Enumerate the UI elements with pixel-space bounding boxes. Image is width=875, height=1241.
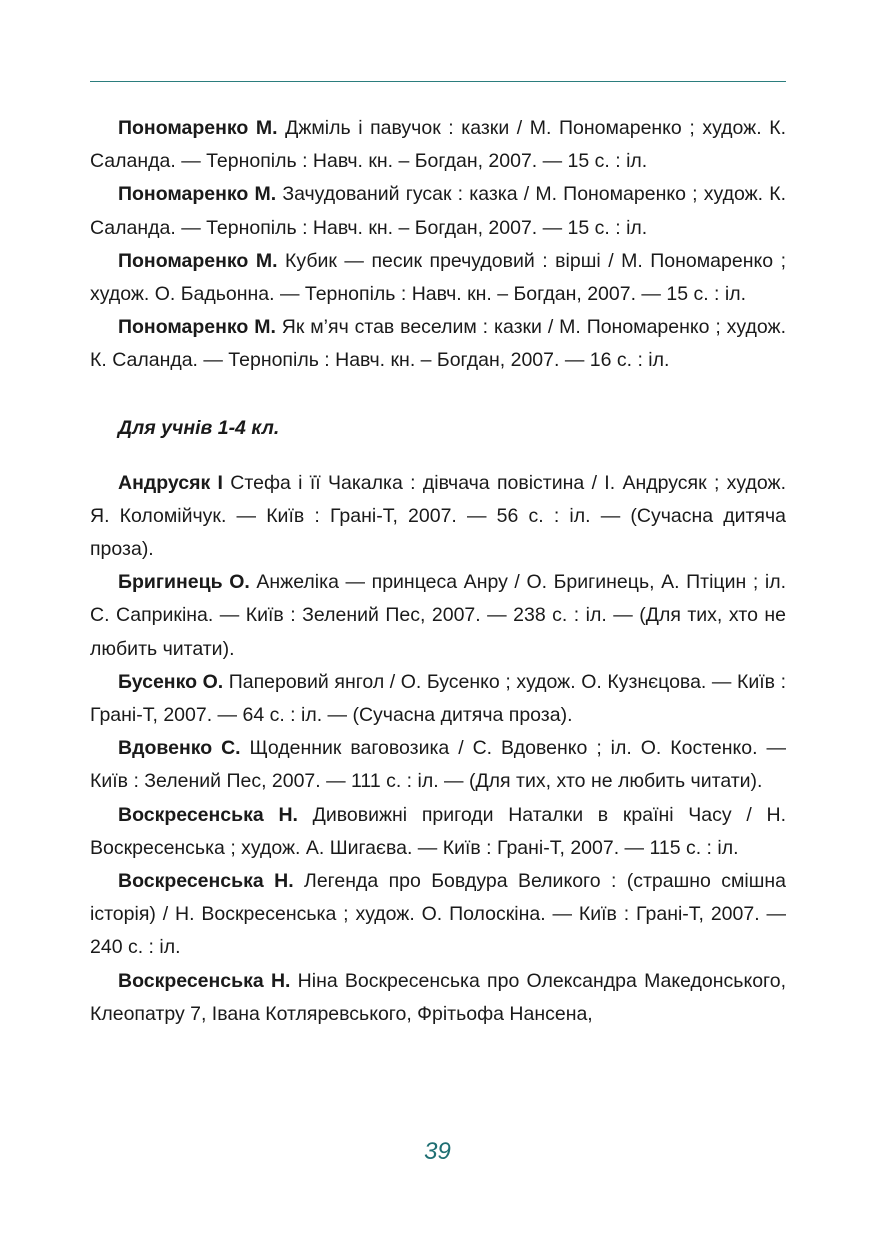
entry-author: Воскресенська Н. <box>118 870 294 893</box>
entry-author: Воскресенська Н. <box>118 969 291 992</box>
entry-text: Ніна Воскресенська про Олександра Македонського, Клеопатру 7, Івана Котляревського, Фрітьофа Нансена, <box>90 969 786 1025</box>
bibliography-entry <box>90 865 786 965</box>
page-content <box>90 112 786 1031</box>
entry-text: Дивовижні пригоди Наталки в країні Часу / Н. Воскресенська ; худож. А. Шигаєва. — Київ : Грані-Т, 2007. — 115 с. : іл. <box>90 803 786 859</box>
bibliography-entry <box>90 467 786 567</box>
bibliography-entry <box>90 965 786 1031</box>
entry-text: Анжеліка — принцеса Анру / О. Бригинець, А. Птіцин ; іл. С. Саприкіна. — Київ : Зелений Пес, 2007. — 238 с. : іл. — (Для тих, хто не любить читати). <box>90 571 786 660</box>
page-number: 39 <box>424 1138 451 1165</box>
entry-author: Вдовенко С. <box>118 737 241 760</box>
entry-text: Стефа і її Чакалка : дівчача повістина / І. Андрусяк ; худож. Я. Коломійчук. — Київ : Грані-Т, 2007. — 56 с. : іл. — (Сучасна дитяча проза). <box>90 471 786 561</box>
section-heading: Для учнів 1-4 кл. <box>118 416 280 439</box>
entry-text: Паперовий янгол / О. Бусенко ; худож. О. Кузнєцова. — Київ : Грані-Т, 2007. — 64 с. : іл. — (Сучасна дитяча проза). <box>90 670 786 727</box>
bibliography-entry <box>90 732 786 798</box>
bibliography-entry <box>90 566 786 666</box>
bibliography-entry <box>90 112 786 178</box>
bibliography-entry <box>90 178 786 244</box>
bibliography-list-after <box>90 467 786 1031</box>
entry-text: Кубик — песик пречудовий : вірші / М. Пономаренко ; худож. О. Бадьонна. — Тернопіль : Навч. кн. – Богдан, 2007. — 15 с. : іл. <box>90 249 786 306</box>
entry-author: Андрусяк І <box>118 471 223 494</box>
top-rule <box>90 81 786 82</box>
entry-author: Бусенко О. <box>118 670 224 693</box>
section-gap <box>90 378 786 412</box>
entry-text: Джміль і павучок : казки / М. Пономаренко ; худож. К. Саланда. — Тернопіль : Навч. кн. – Богдан, 2007. — 15 с. : іл. <box>90 117 786 173</box>
entry-text: Легенда про Бовдура Великого : (страшно смішна історія) / Н. Воскресенська ; худож. О. Полоскіна. — Київ : Грані-Т, 2007. — 240 с. : іл. <box>90 870 786 959</box>
bibliography-list-before <box>90 112 786 378</box>
entry-author: Пономаренко М. <box>118 249 278 272</box>
entry-author: Пономаренко М. <box>118 117 278 139</box>
bibliography-entry <box>90 245 786 311</box>
entry-text: Як м’яч став веселим : казки / М. Пономаренко ; худож. К. Саланда. — Тернопіль : Навч. кн. – Богдан, 2007. — 16 с. : іл. <box>90 316 786 372</box>
entry-author: Пономаренко М. <box>118 316 276 339</box>
bibliography-entry <box>90 666 786 732</box>
bibliography-entry <box>90 311 786 377</box>
entry-text: Щоденник ваговозика / С. Вдовенко ; іл. О. Костенко. — Київ : Зелений Пес, 2007. — 111 с. : іл. — (Для тих, хто не любить читати). <box>90 737 787 793</box>
entry-author: Бригинець О. <box>118 571 250 594</box>
entry-author: Воскресенська Н. <box>118 803 298 826</box>
entry-text: Зачудований гусак : казка / М. Пономаренко ; худож. К. Саланда. — Тернопіль : Навч. кн. – Богдан, 2007. — 15 с. : іл. <box>90 183 786 239</box>
entry-author: Пономаренко М. <box>118 183 277 206</box>
bibliography-entry <box>90 799 786 865</box>
